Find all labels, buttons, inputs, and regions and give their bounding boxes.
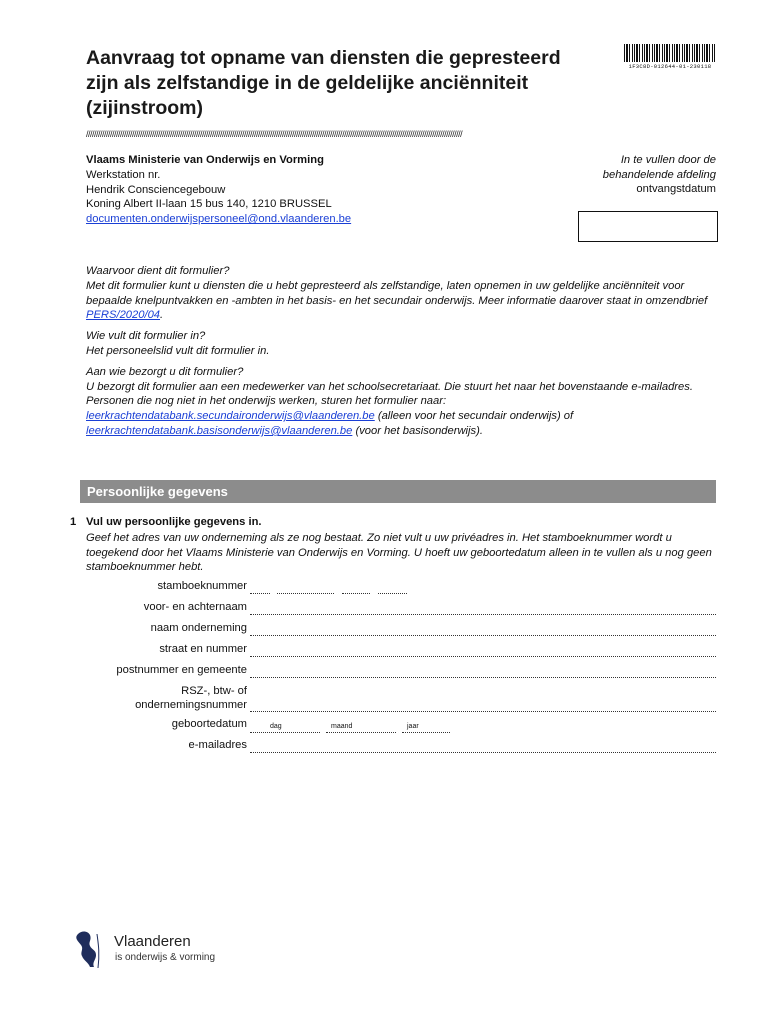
- hatch-divider: ////////////////////////////////////////////////////////////////////////////////////////////////////////////////////////////////////////////////////////////////////////////////////////////: [86, 130, 463, 139]
- sender-address: [86, 153, 351, 227]
- label-rsz-line1: RSZ-, btw- of: [181, 685, 247, 697]
- stamboeknummer-field-4[interactable]: [378, 583, 407, 594]
- naam-input[interactable]: [250, 600, 716, 615]
- postnummer-input[interactable]: [250, 663, 716, 678]
- label-rsz: [87, 684, 247, 712]
- label-geboortedatum: geboortedatum: [171, 718, 247, 730]
- maand-field[interactable]: [326, 722, 396, 733]
- label-straat: straat en nummer: [159, 643, 247, 655]
- stamboeknummer-field-3[interactable]: [342, 583, 370, 594]
- jaar-field[interactable]: [402, 722, 450, 733]
- dag-field[interactable]: [250, 722, 320, 733]
- receipt-date-field[interactable]: [578, 211, 718, 242]
- intro-q2: Wie vult dit formulier in?: [86, 330, 206, 343]
- question-number: 1: [70, 516, 77, 528]
- sender-line1: Werkstation nr.: [86, 168, 161, 181]
- intro-text: [86, 264, 716, 445]
- office-use-block: [546, 153, 716, 197]
- rsz-input[interactable]: [250, 698, 716, 712]
- office-date-label: ontvangstdatum: [636, 183, 716, 195]
- label-naam: voor- en achternaam: [143, 601, 247, 613]
- intro-a1-end: .: [160, 309, 164, 322]
- sender-org: Vlaams Ministerie van Onderwijs en Vorming: [86, 154, 324, 166]
- basis-email-link[interactable]: leerkrachtendatabank.basisonderwijs@vlaanderen.be: [86, 424, 353, 437]
- jaar-label: jaar: [407, 723, 419, 730]
- label-stamboeknummer: stamboeknummer: [157, 580, 247, 592]
- stamboeknummer-field-1[interactable]: [250, 583, 270, 594]
- sender-line2: Hendrik Consciencegebouw: [86, 183, 226, 196]
- barcode-code: 1F3C8D-012644-01-230118: [628, 63, 712, 70]
- barcode: [624, 44, 716, 70]
- intro-q1: Waarvoor dient dit formulier?: [86, 265, 230, 277]
- basis-note: (voor het basisonderwijs).: [352, 424, 483, 437]
- sender-line3: Koning Albert II-laan 15 bus 140, 1210 BRUSSEL: [86, 198, 332, 211]
- vlaanderen-lion-icon: [72, 928, 112, 970]
- form-title: Aanvraag tot opname van diensten die gepresteerd zijn als zelfstandige in de geldelijke anciënniteit (zijinstroom): [86, 47, 561, 119]
- secundair-email-link[interactable]: leerkrachtendatabank.secundaironderwijs@vlaanderen.be: [86, 410, 375, 423]
- barcode-bars: [624, 44, 716, 62]
- circular-link[interactable]: PERS/2020/04: [86, 309, 161, 322]
- straat-input[interactable]: [250, 642, 716, 657]
- intro-a2: Het personeelslid vult dit formulier in.: [86, 344, 270, 357]
- intro-a1: Met dit formulier kunt u diensten die u hebt gepresteerd als zelfstandige, laten opnemen in uw geldelijke anciënniteit voor bepaalde knelpuntvakken en -ambten in het basis- en het secundair onderwijs. Meer informatie daarover staat in omzendbrief: [86, 279, 708, 307]
- question-help: Geef het adres van uw onderneming als ze nog bestaat. Zo niet vult u uw privéadres in. Het stamboeknummer wordt u toegekend door het Vlaams Ministerie van Onderwijs en Vorming. U hoeft uw geboortedatum alleen in te vullen als u nog geen stamboeknummer hebt.: [86, 532, 712, 573]
- office-line2: behandelende afdeling: [602, 168, 716, 181]
- email-input[interactable]: [250, 738, 716, 753]
- intro-a3: U bezorgt dit formulier aan een medewerker van het schoolsecretariaat. Die stuurt het naar het bovenstaande e-mailadres.: [86, 380, 693, 393]
- sender-email-link[interactable]: documenten.onderwijspersoneel@ond.vlaanderen.be: [86, 213, 352, 226]
- intro-a3b: Personen die nog niet in het onderwijs werken, sturen het formulier naar:: [86, 395, 447, 408]
- logo-subtitle: is onderwijs & vorming: [115, 952, 216, 963]
- logo-name: Vlaanderen: [114, 933, 191, 950]
- secundair-note: (alleen voor het secundair onderwijs) of: [374, 410, 574, 423]
- intro-q3: Aan wie bezorgt u dit formulier?: [86, 365, 244, 378]
- dag-label: dag: [270, 723, 282, 730]
- label-rsz-line2: ondernemingsnummer: [135, 699, 247, 711]
- onderneming-input[interactable]: [250, 621, 716, 636]
- maand-label: maand: [331, 723, 353, 730]
- section-header-persoonlijke-gegevens: Persoonlijke gegevens: [80, 480, 716, 503]
- stamboeknummer-field-2[interactable]: [277, 583, 334, 594]
- label-postnummer: postnummer en gemeente: [116, 664, 247, 676]
- office-line1: In te vullen door de: [620, 154, 716, 166]
- label-onderneming: naam onderneming: [150, 622, 247, 634]
- label-email: e-mailadres: [188, 739, 247, 751]
- question-title: Vul uw persoonlijke gegevens in.: [86, 516, 262, 528]
